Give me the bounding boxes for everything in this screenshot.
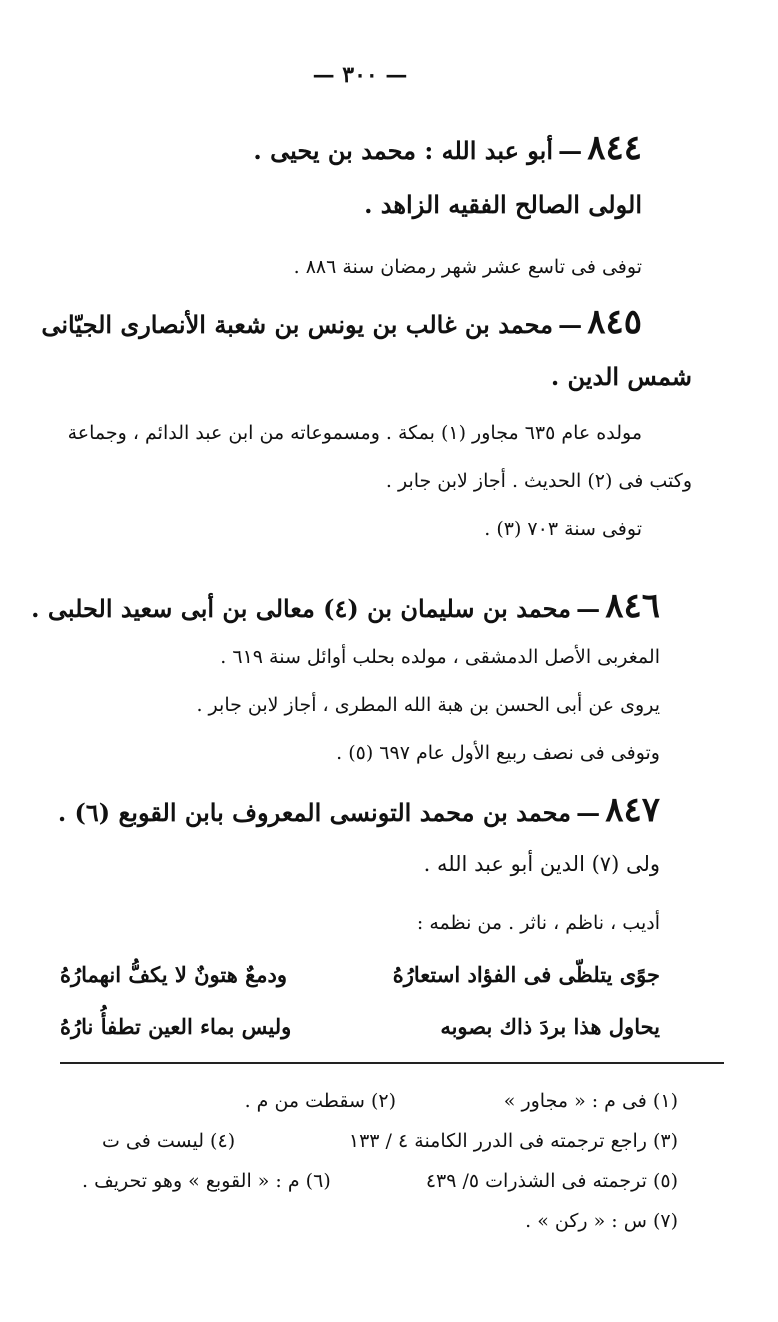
entry-dash: — (558, 310, 583, 339)
page-number: — ٣٠٠ — (312, 62, 408, 88)
entry-845-heading (41, 302, 642, 342)
verse-2-first-hemistich: يحاول هذا بردَ ذاك بصوبه (440, 1014, 660, 1039)
entry-847-line-2: أديب ، ناظم ، ناثر . من نظمه : (416, 912, 660, 934)
entry-heading-text: محمد بن سليمان بن (٤) معالى بن أبى سعيد الحلبى . (31, 594, 572, 623)
footnote-2: (٢) سقطت من م . (244, 1090, 396, 1112)
entry-dash: — (576, 798, 601, 827)
entry-845-line-4: توفى سنة ٧٠٣ (٣) . (484, 518, 642, 540)
entry-845-line-3: وكتب فى (٢) الحديث . أجاز لابن جابر . (385, 470, 692, 492)
footnote-4: (٤) ليست فى ت (102, 1130, 236, 1152)
entry-846-heading (31, 586, 660, 626)
verse-1-second-hemistich: ودمعٌ هتونٌ لا يكفُّ انهمارُهُ (60, 962, 288, 987)
entry-number: ٨٤٤ (587, 128, 642, 168)
entry-heading-text: محمد بن غالب بن يونس بن شعبة الأنصارى الجيّانى (41, 310, 554, 339)
verse-1-first-hemistich: جوًى يتلظّى فى الفؤاد استعارُهُ (392, 962, 660, 987)
footnote-7: (٧) س : « ركن » . (525, 1210, 678, 1232)
entry-844-line-1: الولى الصالح الفقيه الزاهد . (364, 190, 642, 219)
entry-846-line-2: يروى عن أبى الحسن بن هبة الله المطرى ، أجاز لابن جابر . (196, 694, 660, 716)
entry-847-heading (58, 790, 660, 830)
footnote-1: (١) فى م : « مجاور » (503, 1090, 678, 1112)
entry-845-line-1: شمس الدين . (550, 362, 692, 391)
footnote-5: (٥) ترجمته فى الشذرات ٥/ ٤٣٩ (425, 1170, 678, 1192)
footnote-6: (٦) م : « القوبع » وهو تحريف . (82, 1170, 331, 1192)
entry-847-line-1: ولى (٧) الدين أبو عبد الله . (423, 852, 660, 876)
entry-number: ٨٤٦ (605, 586, 660, 626)
entry-number: ٨٤٥ (587, 302, 642, 342)
entry-844-line-2: توفى فى تاسع عشر شهر رمضان سنة ٨٨٦ . (293, 256, 642, 278)
verse-2-second-hemistich: وليس بماء العين تطفأُ نارُهُ (60, 1014, 292, 1039)
footnote-3: (٣) راجع ترجمته فى الدرر الكامنة ٤ / ١٣٣ (348, 1130, 678, 1152)
entry-number: ٨٤٧ (605, 790, 660, 830)
footnote-divider (60, 1062, 724, 1064)
entry-844-heading (253, 128, 642, 168)
entry-dash: — (558, 136, 583, 165)
entry-heading-text: أبو عبد الله : محمد بن يحيى . (253, 136, 554, 165)
entry-dash: — (576, 594, 601, 623)
entry-heading-text: محمد بن محمد التونسى المعروف بابن القوبع (٦) . (57, 798, 572, 827)
entry-846-line-1: المغربى الأصل الدمشقى ، مولده بحلب أوائل سنة ٦١٩ . (220, 646, 660, 668)
entry-845-line-2: مولده عام ٦٣٥ مجاور (١) بمكة . ومسموعاته من ابن عبد الدائم ، وجماعة (67, 422, 642, 444)
entry-846-line-3: وتوفى فى نصف ربيع الأول عام ٦٩٧ (٥) . (336, 742, 660, 764)
